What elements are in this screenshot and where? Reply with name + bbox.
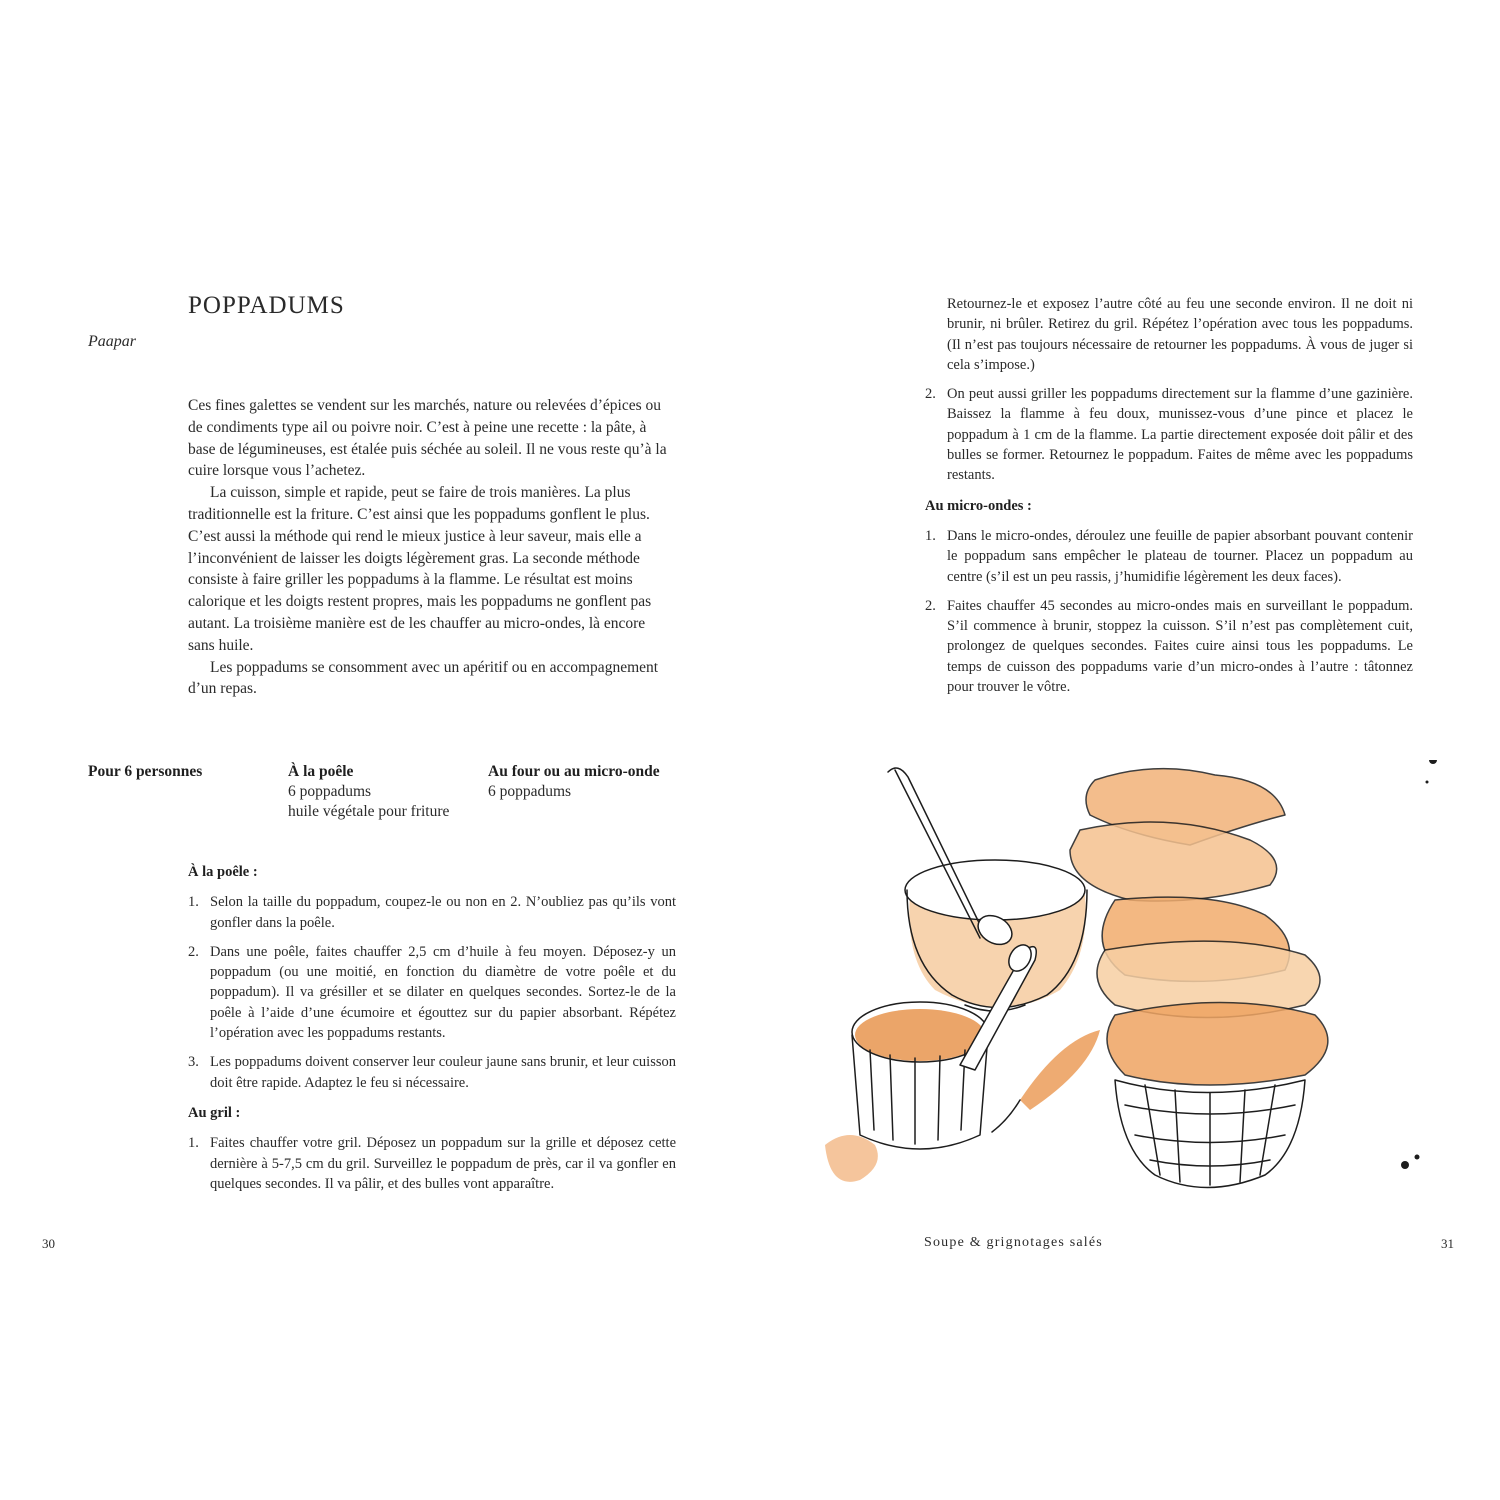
- method-pan-steps: [188, 892, 676, 1093]
- servings: [88, 762, 202, 782]
- step-number: 3.: [188, 1054, 199, 1071]
- method-step: [188, 1052, 676, 1093]
- step-continuation: Retournez-le et exposez l’autre côté au feu une seconde environ. Il ne doit ni brunir, ni brûler. Retirez du gril. Répétez l’opération avec tous les poppadums. (Il n’est pas toujours nécessaire de retourner les poppadums. À vous de juger si cela s’impose.): [947, 296, 1413, 373]
- method-left: [188, 862, 676, 1204]
- method-grill-heading: Au gril :: [188, 1104, 241, 1121]
- ingredients-oven-heading: Au four ou au micro-onde: [488, 763, 660, 780]
- running-title: Soupe & grignotages salés: [924, 1235, 1103, 1250]
- method-step: [925, 596, 1413, 697]
- ingredient-item: 6 poppadums: [288, 783, 372, 800]
- intro-paragraph: Ces fines galettes se vendent sur les marchés, nature ou relevées d’épices ou de condiments type ail ou poivre noir. C’est à peine une recette : la pâte, à base de légumineuses, est étalée puis séchée au soleil. Il ne vous reste qu’à la cuire lorsque vous l’achetez.: [188, 397, 667, 480]
- intro-paragraph: Les poppadums se consomment avec un apéritif ou en accompagnement d’un repas.: [188, 658, 659, 698]
- step-text: Dans le micro-ondes, déroulez une feuille de papier absorbant pouvant contenir le poppadum sans empêcher le plateau de tourner. Placez un poppadum au centre (s’il est un peu rassis, j’humidifie légèrement les deux faces).: [947, 527, 1413, 585]
- recipe-subtitle: Paapar: [88, 333, 136, 350]
- step-text: Faites chauffer votre gril. Déposez un poppadum sur la grille et déposez cette dernière à 5-7,5 cm du gril. Surveillez le poppadum de près, car il va gonfler en quelques secondes. Il va pâlir, et des bulles vont apparaître.: [210, 1135, 676, 1192]
- method-grill-steps: [188, 1133, 676, 1194]
- intro-paragraph: La cuisson, simple et rapide, peut se faire de trois manières. La plus traditionnelle est la friture. C’est ainsi que les poppadums gonflent le plus. C’est aussi la méthode qui rend le mieux justice à leur saveur, mais elle a l’inconvénient de laisser les doigts légèrement gras. La seconde méthode consiste à faire griller les poppadums à la flamme. Le résultat est moins calorique et les doigts restent propres, mais les poppadums ne gonflent pas autant. La troisième manière est de les chauffer au micro-ondes, là encore sans huile.: [188, 484, 652, 654]
- method-step: [188, 942, 676, 1043]
- method-step: [925, 384, 1413, 485]
- servings-label: Pour 6 personnes: [88, 763, 203, 780]
- method-grill-steps-cont: [925, 384, 1413, 485]
- step-number: 2.: [188, 943, 199, 960]
- page-number-left: 30: [42, 1236, 55, 1251]
- step-text: Selon la taille du poppadum, coupez-le ou non en 2. N’oubliez pas qu’ils vont gonfler dans la poêle.: [210, 894, 676, 931]
- ingredient-item: huile végétale pour friture: [288, 803, 450, 820]
- method-right: [925, 294, 1413, 707]
- ingredients-oven: [488, 762, 660, 802]
- ingredients-pan: [288, 762, 449, 822]
- ingredient-item: 6 poppadums: [488, 783, 572, 800]
- method-step: [188, 1133, 676, 1194]
- step-number: 1.: [925, 527, 936, 544]
- step-number: 2.: [925, 386, 936, 403]
- method-pan-heading: À la poêle :: [188, 864, 258, 880]
- page-number-right: 31: [1441, 1236, 1454, 1251]
- step-text: On peut aussi griller les poppadums directement sur la flamme d’une gazinière. Baissez la flamme à feu doux, munissez-vous d’une pince et placez le poppadum à 1 cm de la flamme. La partie directement exposée doit pâlir et des bulles se former. Retournez le poppadum. Faites de même avec les poppadums restants.: [947, 386, 1413, 484]
- ingredients-pan-heading: À la poêle: [288, 763, 354, 780]
- method-step: [188, 892, 676, 933]
- step-text: Dans une poêle, faites chauffer 2,5 cm d’huile à feu moyen. Déposez-y un poppadum (ou une moitié, en fonction du diamètre de votre poêle et du poppadum). Il va grésiller et se dilater en quelques secondes. Sortez-le de la poêle à l’aide d’une écumoire et égouttez sur du papier absorbant. Répétez l’opération avec les poppadums restants.: [210, 943, 676, 1042]
- recipe-intro: [188, 395, 674, 700]
- recipe-title: POPPADUMS: [188, 292, 345, 319]
- step-number: 2.: [925, 597, 936, 614]
- poppadums-illustration: [815, 760, 1445, 1200]
- method-micro-heading: Au micro-ondes :: [925, 497, 1032, 514]
- step-text: Les poppadums doivent conserver leur couleur jaune sans brunir, et leur cuisson doit être rapide. Adaptez le feu si nécessaire.: [210, 1054, 676, 1091]
- step-number: 1.: [188, 894, 199, 911]
- step-text: Faites chauffer 45 secondes au micro-ondes mais en surveillant le poppadum. S’il commence à brunir, stoppez la cuisson. S’il n’est pas complètement cuit, prolongez de quelques secondes. Faites cuire ainsi tous les poppadums. Le temps de cuisson des poppadums varie d’un micro-ondes à l’autre : tâtonnez pour trouver le vôtre.: [947, 597, 1413, 696]
- method-step: [925, 526, 1413, 587]
- step-number: 1.: [188, 1135, 199, 1152]
- method-micro-steps: [925, 526, 1413, 697]
